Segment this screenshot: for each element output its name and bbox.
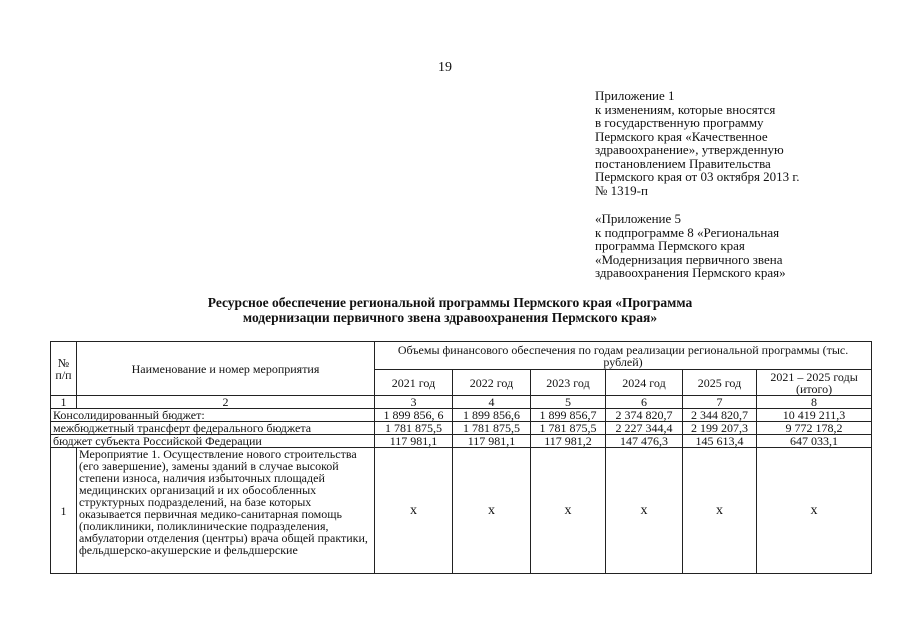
header-volumes: Объемы финансового обеспечения по годам реализации региональной программы (тыс. рублей) (375, 342, 872, 370)
column-number: 3 (375, 396, 453, 409)
table-cell: 1 781 875,5 (453, 422, 531, 435)
table-cell: 2 227 344,4 (606, 422, 683, 435)
header-num: № п/п (51, 342, 77, 396)
header-year: 2021 год (375, 370, 453, 396)
table-cell: 145 613,4 (683, 435, 757, 448)
table-cell: 1 899 856,6 (453, 409, 531, 422)
table-cell: 1 781 875,5 (531, 422, 606, 435)
annex-5-line: здравоохранения Пермского края» (595, 265, 786, 280)
activity-cell: х (757, 448, 872, 574)
activity-cell: х (606, 448, 683, 574)
header-year: 2025 год (683, 370, 757, 396)
document-title (120, 295, 780, 325)
header-name: Наименование и номер мероприятия (77, 342, 375, 396)
annex-1-line: Пермского края «Качественное (595, 128, 768, 144)
header-year-total: 2021 – 2025 годы (итого) (757, 370, 872, 396)
annex-1-line: в государственную программу (595, 115, 764, 130)
activity-cell: х (683, 448, 757, 574)
table-cell: 2 344 820,7 (683, 409, 757, 422)
annex-1-line: Приложение 1 (595, 88, 675, 103)
column-number: 5 (531, 396, 606, 409)
activity-description: Мероприятие 1. Осуществление нового строительства (его завершение), замены зданий в случае высокой степени износа, наличия избыточных площадей медицинских организаций и их обособленных структурных подразделений, на базе которых оказывается первичная медико-санитарная помощь (поликлиники, поликлинические подразделения, амбулатории отделения (центры) врача общей практики, фельдшерско-акушерские и фельдшерские (77, 448, 375, 574)
row-label: бюджет субъекта Российской Федерации (51, 435, 375, 448)
title-line: Ресурсное обеспечение региональной программы Пермского края «Программа (207, 295, 693, 310)
table-cell: 1 781 875,5 (375, 422, 453, 435)
header-year: 2022 год (453, 370, 531, 396)
annex-1-line: здравоохранение», утвержденную (595, 142, 784, 157)
table-cell: 2 374 820,7 (606, 409, 683, 422)
annex-1-line: постановлением Правительства (595, 155, 771, 171)
column-number: 8 (757, 396, 872, 409)
table-row (51, 435, 872, 448)
table-cell: 117 981,1 (453, 435, 531, 448)
annex-5-line: к подпрограмме 8 «Региональная (595, 224, 780, 240)
table-cell: 147 476,3 (606, 435, 683, 448)
table-cell: 647 033,1 (757, 435, 872, 448)
annex-1-line: Пермского края от 03 октября 2013 г. (595, 169, 800, 184)
column-number: 6 (606, 396, 683, 409)
resource-table (50, 341, 872, 574)
annex-1-note (595, 89, 800, 197)
table-cell: 2 199 207,3 (683, 422, 757, 435)
annex-5-line: программа Пермского края (595, 238, 745, 253)
annex-5-line: «Модернизация первичного звена (595, 251, 783, 267)
annex-5-line: «Приложение 5 (595, 211, 682, 226)
table-cell: 1 899 856, 6 (375, 409, 453, 422)
header-year: 2023 год (531, 370, 606, 396)
table-row (51, 422, 872, 435)
table-cell: 9 772 178,2 (757, 422, 872, 435)
annex-1-line: к изменениям, которые вносятся (595, 101, 776, 117)
column-number: 2 (77, 396, 375, 409)
page-number: 19 (438, 60, 452, 75)
column-number: 1 (51, 396, 77, 409)
table-cell: 117 981,1 (375, 435, 453, 448)
row-label: Консолидированный бюджет: (51, 409, 375, 422)
activity-cell: х (375, 448, 453, 574)
table-row (51, 409, 872, 422)
activity-row (51, 448, 872, 574)
activity-number: 1 (51, 448, 77, 574)
column-number: 7 (683, 396, 757, 409)
row-label: межбюджетный трансферт федерального бюджета (51, 422, 375, 435)
header-year: 2024 год (606, 370, 683, 396)
table-cell: 117 981,2 (531, 435, 606, 448)
column-number: 4 (453, 396, 531, 409)
table-cell: 10 419 211,3 (757, 409, 872, 422)
table-cell: 1 899 856,7 (531, 409, 606, 422)
annex-5-note (595, 212, 786, 280)
activity-cell: х (531, 448, 606, 574)
title-line: модернизации первичного звена здравоохранения Пермского края» (242, 310, 658, 325)
activity-cell: х (453, 448, 531, 574)
annex-1-line: № 1319-п (595, 182, 648, 198)
